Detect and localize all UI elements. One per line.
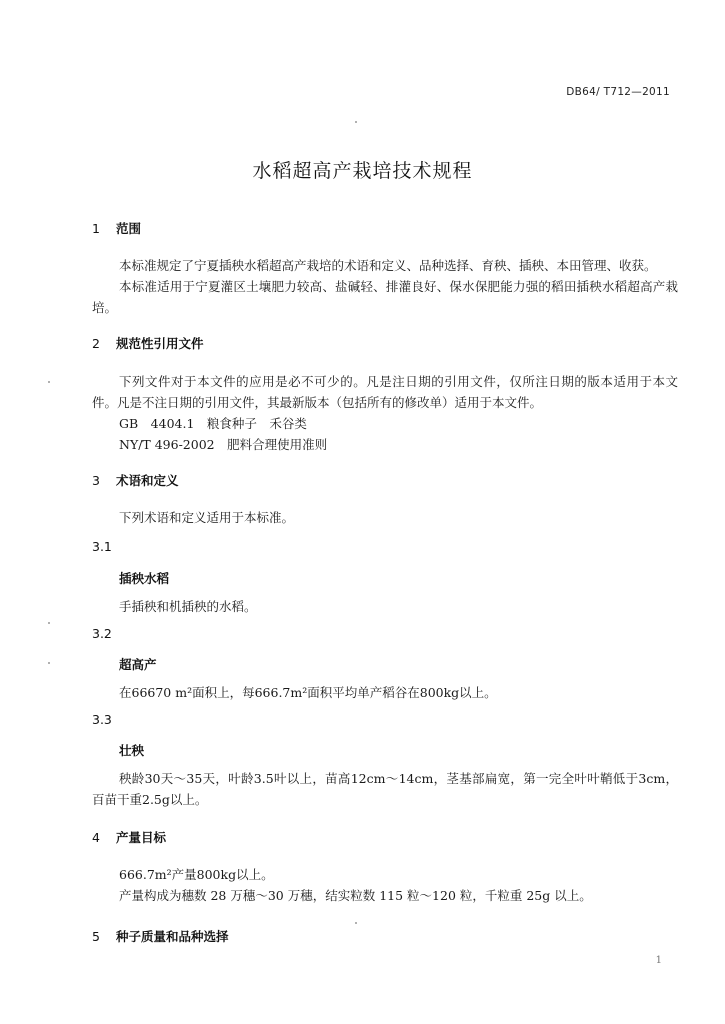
section-4-paragraph-1: 666.7m²产量800kg以上。	[119, 867, 274, 882]
section-number: 5	[92, 929, 100, 944]
term-3-3-definition: 秧龄30天～35天，叶龄3.5叶以上，苗高12cm～14cm，茎基部扁宽，第一完全叶叶鞘低于3cm，百苗干重2.5g以上。	[92, 771, 678, 807]
scan-speck	[355, 922, 357, 924]
term-3-3-number: 3.3	[92, 712, 112, 727]
document-number: DB64/ T712—2011	[566, 86, 670, 98]
scan-speck	[48, 381, 50, 383]
section-3-paragraph-1: 下列术语和定义适用于本标准。	[119, 510, 295, 525]
term-3-1-name: 插秧水稻	[119, 571, 170, 586]
reference-item: GB 4404.1 粮食种子 禾谷类	[119, 416, 307, 431]
section-3-heading	[92, 471, 179, 489]
term-3-1-definition: 手插秧和机插秧的水稻。	[119, 599, 257, 614]
section-4-heading	[92, 828, 166, 846]
term-3-2-number: 3.2	[92, 626, 112, 641]
section-1-paragraph-2: 本标准适用于宁夏灌区土壤肥力较高、盐碱轻、排灌良好、保水保肥能力强的稻田插秧水稻超高产栽培。	[92, 279, 678, 315]
section-title: 范围	[116, 221, 142, 236]
section-title: 术语和定义	[116, 473, 179, 488]
section-title: 规范性引用文件	[116, 336, 204, 351]
section-number: 4	[92, 830, 100, 845]
term-3-3-name: 壮秧	[119, 743, 145, 758]
term-3-2-name: 超高产	[119, 657, 157, 672]
section-1-paragraph-1: 本标准规定了宁夏插秧水稻超高产栽培的术语和定义、品种选择、育秧、插秧、本田管理、收获。	[119, 258, 657, 273]
page-number: 1	[655, 955, 662, 966]
scan-speck	[355, 121, 357, 123]
section-2-paragraph-1: 下列文件对于本文件的应用是必不可少的。凡是注日期的引用文件，仅所注日期的版本适用于本文件。凡是不注日期的引用文件，其最新版本（包括所有的修改单）适用于本文件。	[92, 374, 678, 410]
section-5-heading	[92, 927, 229, 945]
section-4-paragraph-2: 产量构成为穗数 28 万穗～30 万穗，结实粒数 115 粒～120 粒，千粒重 25g 以上。	[119, 888, 592, 903]
section-2-heading	[92, 334, 204, 352]
scan-speck	[48, 622, 50, 624]
scan-speck	[48, 662, 50, 664]
section-number: 1	[92, 221, 100, 236]
document-title: 水稻超高产栽培技术规程	[252, 160, 473, 182]
term-3-1-number: 3.1	[92, 539, 112, 554]
term-3-2-definition: 在66670 m²面积上，每666.7m²面积平均单产稻谷在800kg以上。	[119, 685, 497, 700]
section-number: 2	[92, 336, 100, 351]
section-title: 种子质量和品种选择	[116, 929, 229, 944]
section-title: 产量目标	[116, 830, 167, 845]
section-number: 3	[92, 473, 100, 488]
section-1-heading	[92, 219, 141, 237]
reference-item: NY/T 496-2002 肥料合理使用准则	[119, 437, 328, 452]
